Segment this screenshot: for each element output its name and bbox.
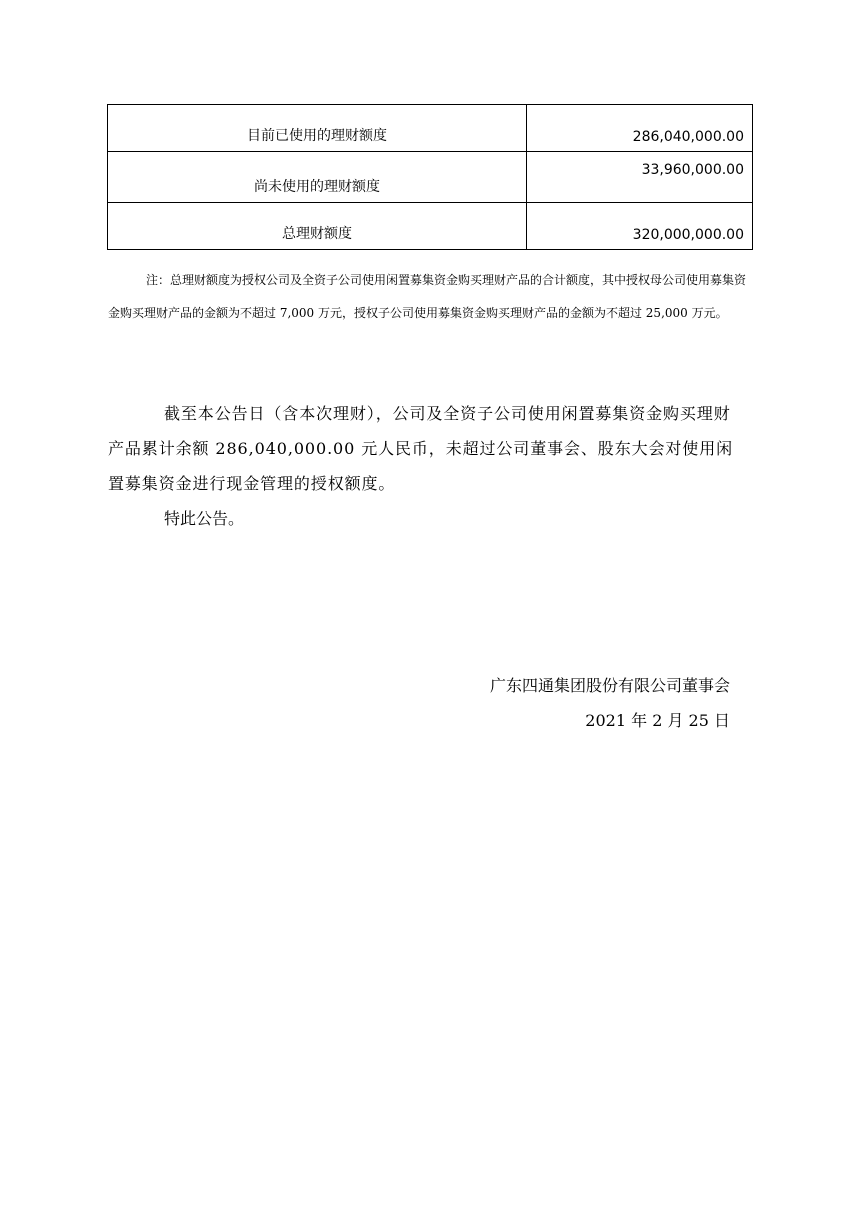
table-row xyxy=(108,203,753,250)
closing-line: 特此公告。 xyxy=(164,509,245,528)
quota-table xyxy=(107,104,753,250)
unused-quota-value: 33,960,000.00 xyxy=(527,152,753,203)
total-quota-label: 总理财额度 xyxy=(108,203,527,250)
used-quota-label: 目前已使用的理财额度 xyxy=(108,105,527,152)
table-note-text: 注：总理财额度为授权公司及全资子公司使用闲置募集资金购买理财产品的合计额度，其中授权母公司使用募集资金购买理财产品的金额为不超过 7,000 万元，授权子公司使用募集资金购买理财产品的金额为不超过 25,000 万元。 xyxy=(108,273,747,320)
table-row xyxy=(108,152,753,203)
table-note xyxy=(108,264,754,330)
total-quota-value: 320,000,000.00 xyxy=(527,203,753,250)
signature-company: 广东四通集团股份有限公司董事会 xyxy=(489,676,730,695)
signature-block xyxy=(490,668,730,738)
summary-paragraph: 截至本公告日（含本次理财），公司及全资子公司使用闲置募集资金购买理财产品累计余额 286,040,000.00 元人民币，未超过公司董事会、股东大会对使用闲置募集资金进行现金管理的授权额度。 xyxy=(108,404,734,493)
table-row xyxy=(108,105,753,152)
signature-date: 2021 年 2 月 25 日 xyxy=(585,711,730,730)
unused-quota-label: 尚未使用的理财额度 xyxy=(108,152,527,203)
used-quota-value: 286,040,000.00 xyxy=(527,105,753,152)
